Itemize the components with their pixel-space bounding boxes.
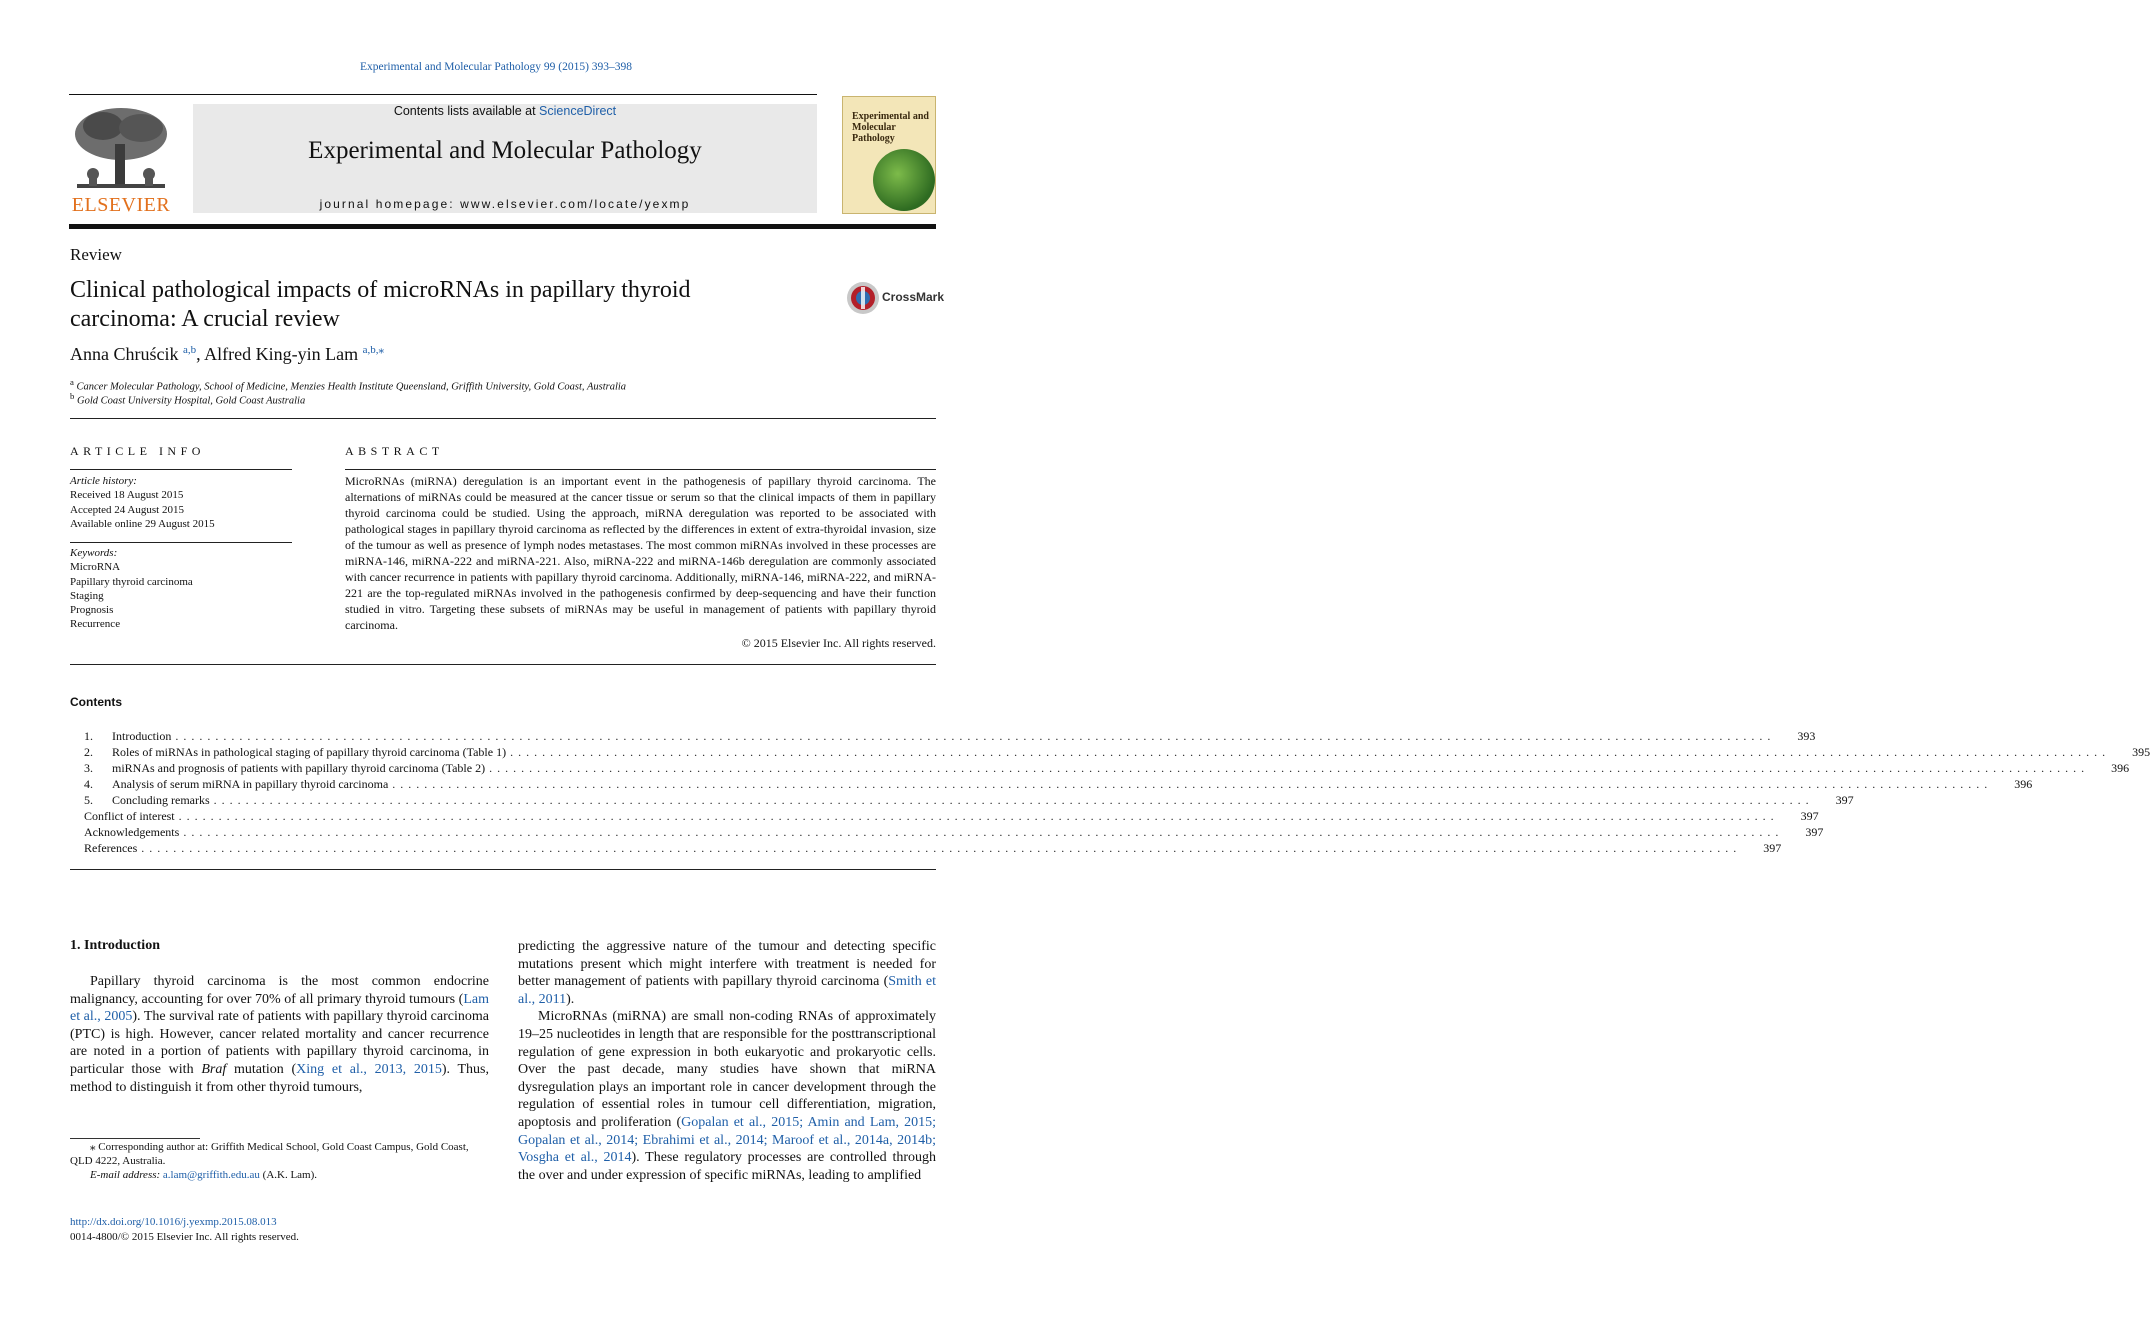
email-label: E-mail address: (90, 1169, 163, 1181)
body-left-column (70, 973, 489, 1096)
toc-number: 1. (84, 729, 93, 743)
gene-name: Braf (201, 1061, 227, 1077)
affil-a-text: Cancer Molecular Pathology, School of Medicine, Menzies Health Institute Queensland, Griffith University, Gold Coast, Australia (73, 381, 627, 393)
divider (70, 542, 292, 543)
toc-leader: ........................................................................................................................................................................................................ (141, 841, 1742, 855)
toc-label[interactable]: Analysis of serum miRNA in papillary thyroid carcinoma (112, 777, 389, 791)
affil-a-mark: a (70, 377, 74, 387)
toc-label[interactable]: miRNAs and prognosis of patients with papillary thyroid carcinoma (Table 2) (112, 761, 486, 775)
affil-b-text: Gold Coast University Hospital, Gold Coast Australia (74, 395, 306, 407)
toc-label[interactable]: Concluding remarks (112, 793, 210, 807)
elsevier-logo[interactable] (69, 104, 173, 216)
author-2-affil[interactable]: a,b,⁎ (362, 344, 384, 356)
body-right-column (518, 938, 936, 1184)
history-accepted: Accepted 24 August 2015 (70, 503, 184, 516)
keywords (70, 546, 292, 632)
toc-page: 397 (1805, 825, 1824, 839)
author-1[interactable]: Anna Chruścik (70, 344, 183, 364)
divider (70, 418, 936, 419)
text-run: ). (566, 991, 575, 1007)
keywords-label: Keywords: (70, 547, 118, 559)
author-separator[interactable]: , Alfred King-yin Lam (196, 344, 363, 364)
sciencedirect-link[interactable]: ScienceDirect (539, 104, 617, 118)
article-info-heading: ARTICLE INFO (70, 444, 205, 458)
text-run: mutation ( (226, 1061, 297, 1077)
footnote-mark: ⁎ (90, 1141, 96, 1153)
toc-row[interactable] (84, 745, 2150, 761)
keyword: Prognosis (70, 604, 114, 617)
article-history (70, 474, 292, 531)
divider (345, 469, 936, 470)
author-1-affil[interactable]: a,b (182, 344, 197, 356)
text-run: ). The survival rate of patients with papillary thyroid carcinoma (PTC) is high. However, cancer related mortality and cancer recurrence are noted in a portion of patients with papillary thyroid carcinoma, in particular those with (70, 1009, 489, 1077)
keyword: Recurrence (70, 618, 121, 631)
doi-link[interactable]: http://dx.doi.org/10.1016/j.yexmp.2015.08.013 (70, 1216, 277, 1228)
toc-row[interactable] (84, 793, 1854, 809)
author-list (70, 343, 384, 365)
toc-page: 397 (1800, 809, 1819, 823)
cover-image-icon (873, 149, 935, 211)
toc-label[interactable]: References (84, 841, 138, 855)
text-run: ). These regulatory processes are controlled through the over and under expression of specific miRNAs, leading to amplified (518, 1150, 936, 1183)
toc-label[interactable]: Introduction (112, 729, 172, 743)
affiliation-b (70, 391, 305, 407)
toc-page: 396 (2111, 761, 2130, 775)
toc-row[interactable] (84, 841, 1782, 857)
text-run: ). Thus, method to distinguish it from other thyroid tumours, (70, 1061, 489, 1095)
toc-row[interactable] (84, 777, 2033, 793)
header-bottom-rule (69, 224, 936, 229)
abstract-text: MicroRNAs (miRNA) deregulation is an important event in the pathogenesis of papillary thyroid carcinoma. The alternations of miRNAs could be measured at the cancer tissue or serum so that the clinical impacts of them in papillary thyroid carcinoma could be studied. Using the approach, miRNA deregulation was reported to be associated with pathological stages in papillary thyroid carcinoma as reflected by the differences in extent of extra-thyroidal invasion, size of the tumour as well as presence of lymph nodes metastases. The most common miRNAs involved in these processes are miRNA-146, miRNA-222 and miRNA-221. Also, miRNA-222 and miRNA-146b deregulation are commonly associated with cancer recurrence in patients with papillary thyroid carcinoma. Additionally, miRNA-146, miRNA-222, and miRNA-221 are the top-regulated miRNAs involved in the pathogenesis confirmed by deep-sequencing and have their function studied in vitro. Targeting these subsets of miRNAs may be useful in management of patients with papillary thyroid carcinoma. (345, 474, 936, 632)
toc-label[interactable]: Acknowledgements (84, 825, 180, 839)
toc-row[interactable] (84, 809, 1819, 825)
crossmark-badge[interactable] (846, 281, 945, 315)
text-run: Papillary thyroid carcinoma is the most common endocrine malignancy, accounting for over 70% of all primary thyroid tumours ( (70, 974, 489, 1007)
cover-title: Experimental and Molecular Pathology (852, 111, 929, 144)
toc-leader: ........................................................................................................................................................................................................ (392, 777, 1993, 791)
contents-available-line (193, 104, 817, 118)
toc-page: 395 (2132, 745, 2150, 759)
toc-page: 397 (1835, 793, 1854, 807)
article-title: Clinical pathological impacts of microRNAs in papillary thyroid carcinoma: A crucial review (70, 277, 691, 332)
history-received: Received 18 August 2015 (70, 489, 184, 502)
article-type: Review (70, 245, 122, 264)
table-of-contents (84, 729, 2150, 857)
citation-link[interactable]: Smith et al., 2011 (518, 974, 936, 1007)
citation-link[interactable]: Xing et al., 2013, 2015 (296, 1061, 442, 1077)
divider (70, 869, 936, 870)
toc-page: 396 (2014, 777, 2033, 791)
footnote-text: Corresponding author at: Griffith Medical School, Gold Coast Campus, Gold Coast, QLD 4222, Australia. (70, 1141, 469, 1167)
toc-leader: ........................................................................................................................................................................................................ (183, 825, 1784, 839)
toc-page: 393 (1797, 729, 1816, 743)
doi-block (70, 1215, 299, 1245)
toc-number: 2. (84, 745, 93, 759)
paragraph (70, 973, 489, 1096)
crossmark-icon (846, 281, 882, 315)
toc-leader: ........................................................................................................................................................................................................ (510, 745, 2111, 759)
abstract-heading: ABSTRACT (345, 444, 444, 458)
toc-number: 5. (84, 793, 93, 807)
header-top-rule (69, 94, 817, 95)
issn-copyright: 0014-4800/© 2015 Elsevier Inc. All rights reserved. (70, 1231, 299, 1243)
toc-leader: ........................................................................................................................................................................................................ (178, 809, 1779, 823)
contents-title: Contents (70, 695, 122, 709)
toc-row[interactable] (84, 729, 1816, 745)
keyword: Papillary thyroid carcinoma (70, 575, 193, 588)
text-run: MicroRNAs (miRNA) are small non-coding RNAs of approximately 19–25 nucleotides in length that are responsible for the posttranscriptional regulation of gene expression in both eukaryotic and prokaryotic cells. Over the past decade, many studies have shown that miRNA dysregulation plays an important role in cancer development through the regulation of essential roles in tumour cell differentiation, migration, apoptosis and proliferation ( (518, 1009, 936, 1130)
toc-leader: ........................................................................................................................................................................................................ (213, 793, 1814, 807)
citation-link[interactable]: Lam et al., 2005 (70, 991, 489, 1025)
toc-leader: ........................................................................................................................................................................................................ (489, 761, 2090, 775)
toc-label[interactable]: Roles of miRNAs in pathological staging of papillary thyroid carcinoma (Table 1) (112, 745, 507, 759)
crossmark-label: CrossMark (882, 290, 945, 304)
toc-page: 397 (1763, 841, 1782, 855)
toc-row[interactable] (84, 761, 2130, 777)
affil-b-mark: b (70, 391, 75, 401)
toc-row[interactable] (84, 825, 1824, 841)
toc-leader: ........................................................................................................................................................................................................ (175, 729, 1776, 743)
email-link[interactable]: a.lam@griffith.edu.au (162, 1169, 260, 1181)
citation-link[interactable]: Gopalan et al., 2015; Amin and Lam, 2015; Gopalan et al., 2014; Ebrahimi et al., 2014; Maroof et al., 2014a, 2014b; Vosgha et al., 2014 (518, 1114, 936, 1166)
keyword: Staging (70, 589, 104, 602)
footnote-rule (70, 1138, 200, 1139)
toc-number: 3. (84, 761, 93, 775)
email-note (70, 1168, 509, 1182)
keyword: MicroRNA (70, 561, 121, 574)
divider (70, 469, 292, 470)
history-online: Available online 29 August 2015 (70, 517, 215, 530)
toc-label[interactable]: Conflict of interest (84, 809, 175, 823)
journal-citation[interactable]: Experimental and Molecular Pathology 99 (2015) 393–398 (359, 61, 633, 73)
contents-prefix: Contents lists available at (393, 104, 540, 118)
text-run: predicting the aggressive nature of the tumour and detecting specific mutations present which might interfere with treatment is needed for better management of patients with papillary thyroid carcinoma ( (518, 939, 936, 990)
journal-cover[interactable] (842, 96, 936, 214)
abstract-copyright: © 2015 Elsevier Inc. All rights reserved. (741, 636, 936, 650)
paragraph (518, 938, 936, 1008)
history-label: Article history: (70, 475, 137, 487)
toc-number: 4. (84, 777, 93, 791)
journal-title: Experimental and Molecular Pathology (308, 137, 702, 164)
elsevier-wordmark: ELSEVIER (71, 194, 171, 216)
email-suffix: (A.K. Lam). (259, 1169, 318, 1181)
corresponding-author-note (70, 1140, 489, 1168)
paragraph (518, 1008, 936, 1184)
journal-homepage[interactable]: journal homepage: www.elsevier.com/locate/yexmp (319, 197, 691, 211)
divider (70, 664, 936, 665)
section-heading-introduction: 1. Introduction (70, 938, 160, 953)
